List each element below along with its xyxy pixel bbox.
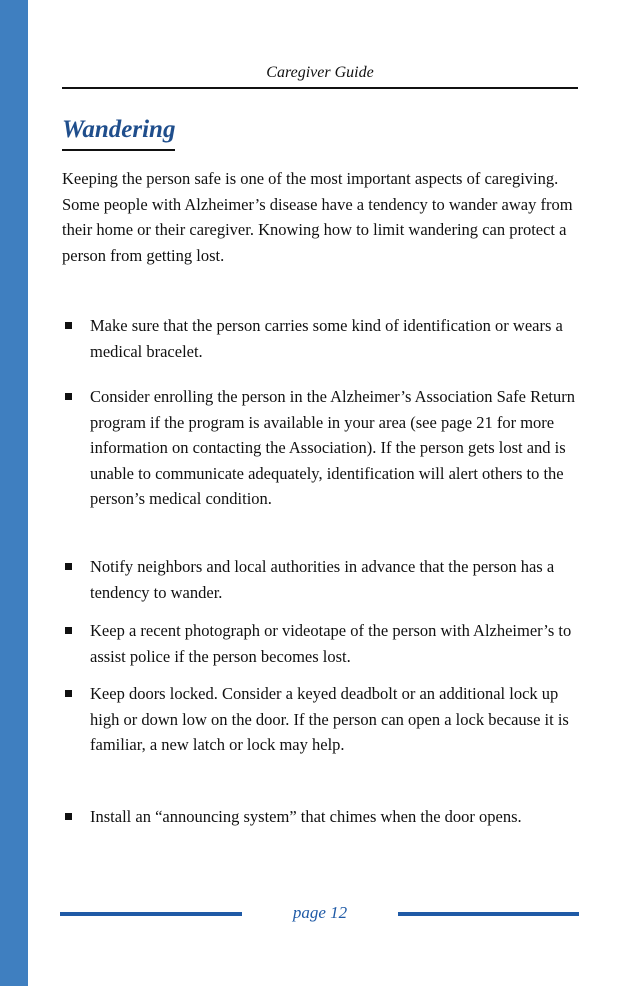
square-bullet-icon: [65, 393, 72, 400]
bullet-item: [62, 384, 582, 512]
bullet-item: [62, 313, 582, 364]
intro-paragraph: Keeping the person safe is one of the most important aspects of caregiving. Some people with Alzheimer’s disease have a tendency to wander away from their home or their caregiver. Knowing how to limit wandering can protect a person from getting lost.: [62, 169, 573, 265]
section-title: Wandering: [62, 113, 175, 151]
bullet-item: [62, 804, 582, 830]
footer-rule-left: [60, 912, 242, 916]
running-header: Caregiver Guide: [266, 64, 374, 81]
page-number: page 12: [292, 903, 348, 922]
footer-rule-right: [398, 912, 579, 916]
left-margin-bar: [0, 0, 28, 986]
bullet-text: Install an “announcing system” that chimes when the door opens.: [90, 807, 522, 826]
bullet-text: Make sure that the person carries some kind of identification or wears a medical bracelet.: [90, 316, 563, 361]
square-bullet-icon: [65, 563, 72, 570]
square-bullet-icon: [65, 813, 72, 820]
bullet-item: [62, 554, 582, 605]
bullet-text: Consider enrolling the person in the Alzheimer’s Association Safe Return program if the program is available in your area (see page 21 for more information on contacting the Association). If the person gets lost and is unable to communicate adequately, identification will alert others to the person’s medical condition.: [90, 387, 575, 508]
bullet-item: [62, 618, 582, 669]
bullet-text: Keep a recent photograph or videotape of the person with Alzheimer’s to assist police if the person becomes lost.: [90, 621, 572, 666]
square-bullet-icon: [65, 322, 72, 329]
bullet-text: Notify neighbors and local authorities in advance that the person has a tendency to wander.: [90, 557, 555, 602]
header-rule: [62, 87, 578, 89]
square-bullet-icon: [65, 627, 72, 634]
square-bullet-icon: [65, 690, 72, 697]
bullet-text: Keep doors locked. Consider a keyed deadbolt or an additional lock up high or down low on the door. If the person can open a lock because it is familiar, a new latch or lock may help.: [90, 684, 569, 754]
bullet-item: [62, 681, 582, 758]
